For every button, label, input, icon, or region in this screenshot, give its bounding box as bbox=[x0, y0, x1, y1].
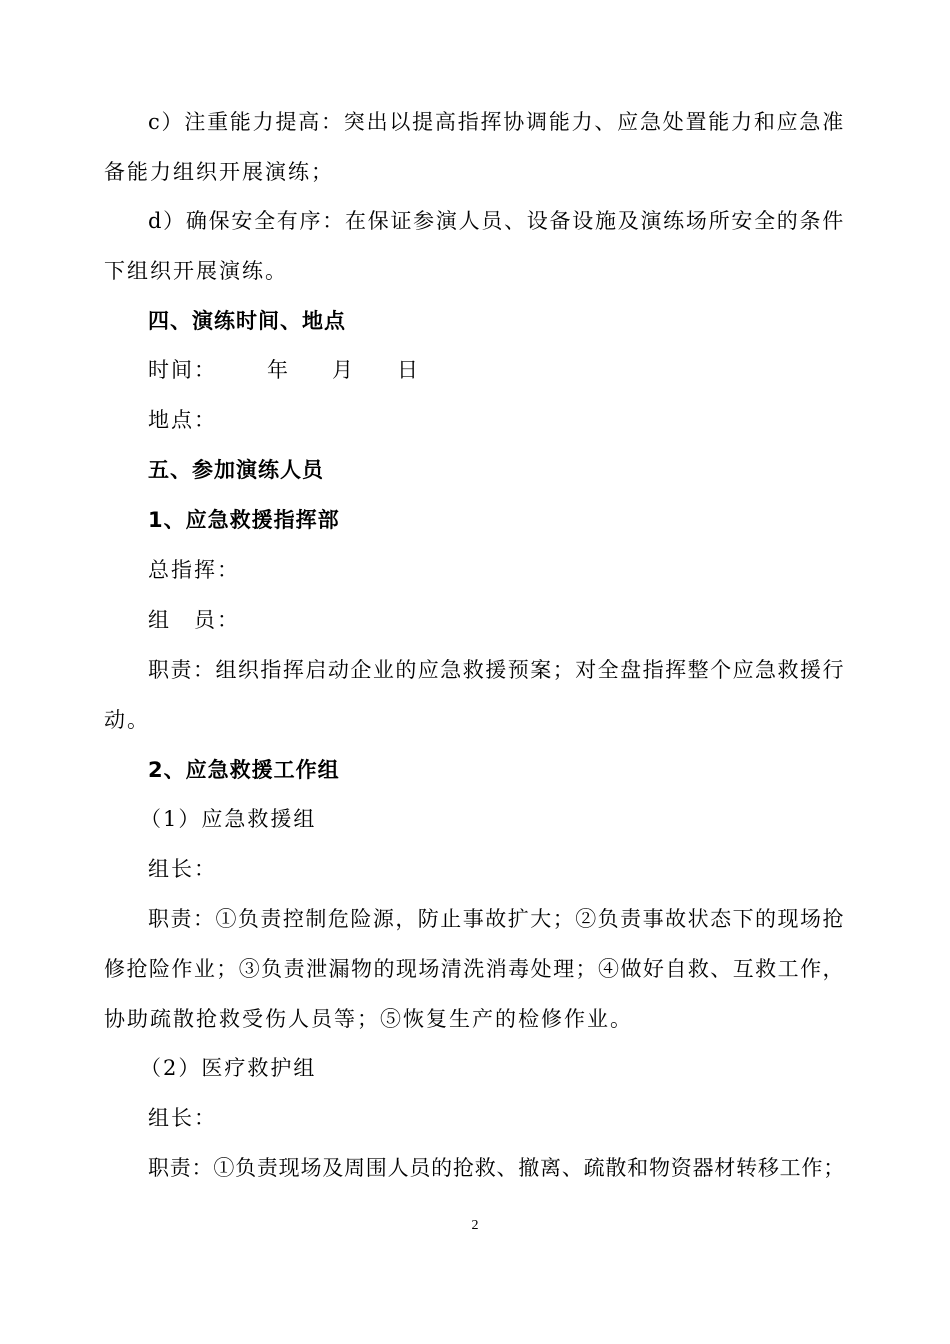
group2-title: （2）医疗救护组 bbox=[140, 1056, 317, 1080]
time-line bbox=[148, 355, 888, 385]
section-4-heading: 四、演练时间、地点 bbox=[148, 309, 346, 333]
page-number: 2 bbox=[471, 1218, 479, 1233]
duty1-line1: 职责：组织指挥启动企业的应急救援预案；对全盘指挥整个应急救援行 bbox=[148, 658, 845, 682]
paragraph-c-line2: 备能力组织开展演练； bbox=[104, 160, 334, 184]
commander-label: 总指挥： bbox=[148, 558, 240, 582]
group1-title: （1）应急救援组 bbox=[140, 807, 317, 831]
group1-duty-line1: 职责：①负责控制危险源，防止事故扩大；②负责事故状态下的现场抢 bbox=[148, 907, 845, 931]
time-month: 月 bbox=[332, 358, 355, 382]
time-label: 时间： bbox=[148, 358, 217, 382]
group1-duty-line2: 修抢险作业；③负责泄漏物的现场清洗消毒处理；④做好自救、互救工作， bbox=[104, 957, 845, 981]
place-label: 地点： bbox=[148, 408, 217, 432]
duty1-line2: 动。 bbox=[104, 708, 150, 732]
group1-leader: 组长： bbox=[148, 857, 217, 881]
group2-duty-line1: 职责：①负责现场及周围人员的抢救、撤离、疏散和物资器材转移工作； bbox=[148, 1156, 845, 1180]
group2-leader: 组长： bbox=[148, 1106, 217, 1130]
paragraph-d-line2: 下组织开展演练。 bbox=[104, 259, 288, 283]
subsection-2-heading: 2、应急救援工作组 bbox=[148, 758, 340, 782]
time-year: 年 bbox=[267, 358, 290, 382]
members-label: 组 员： bbox=[148, 608, 240, 632]
group1-duty-line3: 协助疏散抢救受伤人员等；⑤恢复生产的检修作业。 bbox=[104, 1007, 633, 1031]
paragraph-d-line1: d）确保安全有序：在保证参演人员、设备设施及演练场所安全的条件 bbox=[148, 209, 845, 233]
subsection-1-heading: 1、应急救援指挥部 bbox=[148, 508, 340, 532]
time-day: 日 bbox=[397, 358, 420, 382]
paragraph-c-line1: c）注重能力提高：突出以提高指挥协调能力、应急处置能力和应急准 bbox=[148, 110, 845, 134]
section-5-heading: 五、参加演练人员 bbox=[148, 458, 324, 482]
